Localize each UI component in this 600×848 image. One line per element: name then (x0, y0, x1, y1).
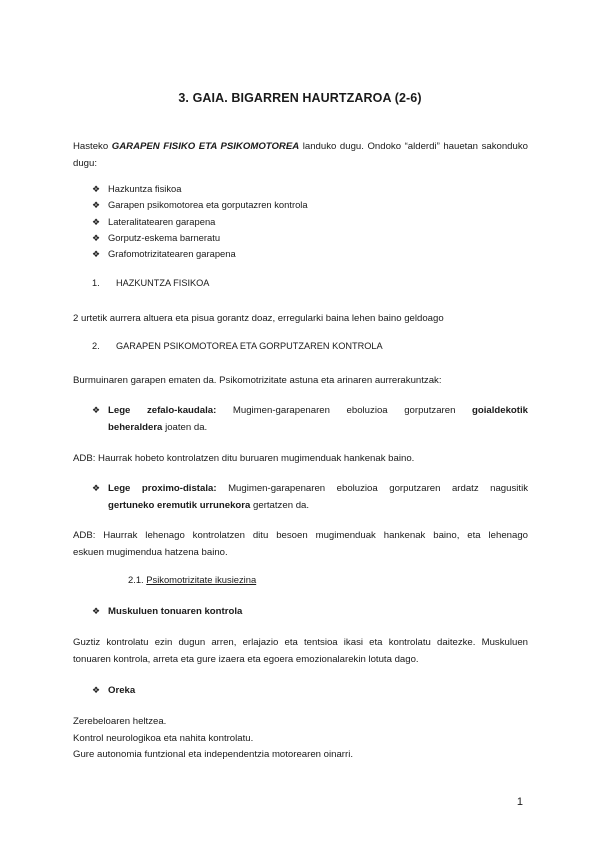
page-title: 3. GAIA. BIGARREN HAURTZAROA (2-6) (178, 91, 422, 105)
diamond-bullet-icon: ❖ (92, 216, 101, 227)
diamond-bullet-icon: ❖ (92, 249, 101, 260)
muscle-tone-heading: ❖ Muskuluen tonuaren kontrola (92, 603, 528, 620)
diamond-bullet-icon: ❖ (92, 232, 101, 243)
list-item: ❖ Garapen psikomotorea eta gorputazren kontrola (92, 197, 308, 213)
section-2-text: Burmuinaren garapen ematen da. Psikomotrizitate astuna eta arinaren aurrerakuntzak: (73, 375, 442, 386)
law-2-line-2: gertuneko eremutik urrunekora gertatzen da. (108, 500, 310, 511)
page-number: 1 (516, 796, 523, 808)
law-1-line-2: beheraldera joaten da. (108, 422, 208, 433)
law-1-line-1: ❖ Lege zefalo-kaudala: Mugimen-garapenaren eboluzioa gorputzaren goialdekotik (92, 402, 528, 419)
subsection-2-1-heading: 2.1. Psikomotrizitate ikusiezina (128, 574, 257, 585)
diamond-bullet-icon: ❖ (92, 200, 101, 211)
law-2-line-1: ❖ Lege proximo-distala: Mugimen-garapenaren eboluzioa gorputzaren ardatz nagusitik (92, 480, 528, 497)
intro-line-1: Hasteko GARAPEN FISIKO ETA PSIKOMOTOREA landuko dugu. Ondoko “alderdi” hauetan sakonduko (73, 141, 528, 152)
topic-list (92, 181, 308, 262)
section-1-text: 2 urtetik aurrera altuera eta pisua gorantz doaz, erregularki baina lehen baino geldoago (73, 313, 444, 324)
balance-line: Zerebeloaren heltzea. (73, 716, 167, 727)
list-item: ❖ Grafomotrizitatearen garapena (92, 246, 308, 262)
balance-heading: ❖ Oreka (92, 682, 528, 699)
example-2-line-2: eskuen mugimendua hatzena baino. (73, 547, 228, 558)
muscle-tone-text-2: tonuaren kontrola, arreta eta gure izaera eta egoera emozionalarekin lotuta dago. (73, 654, 419, 665)
list-item: ❖ Gorputz-eskema barneratu (92, 230, 308, 246)
diamond-bullet-icon: ❖ (92, 606, 101, 616)
list-item: ❖ Hazkuntza fisikoa (92, 181, 308, 197)
diamond-bullet-icon: ❖ (92, 184, 101, 194)
intro-line-2: dugu: (73, 158, 98, 169)
section-1-heading: 1. HAZKUNTZA FISIKOA (92, 278, 210, 288)
example-1: ADB: Haurrak hobeto kontrolatzen ditu buruaren mugimenduak hankenak baino. (73, 453, 415, 464)
section-2-heading: 2. GARAPEN PSIKOMOTOREA ETA GORPUTZAREN KONTROLA (92, 341, 383, 351)
example-2-line-1: ADB: Haurrak lehenago kontrolatzen ditu besoen mugimenduak hankenak baino, eta lehenago (73, 530, 528, 541)
balance-line: Kontrol neurologikoa eta nahita kontrolatu. (73, 733, 254, 744)
muscle-tone-text-1: Guztiz kontrolatu ezin dugun arren, erlajazio eta tentsioa ikasi eta kontrolatu daitezke. Muskuluen (73, 637, 528, 648)
balance-line: Gure autonomia funtzional eta independentzia motorearen oinarri. (73, 749, 353, 760)
diamond-bullet-icon: ❖ (92, 685, 101, 695)
diamond-bullet-icon: ❖ (92, 483, 101, 493)
diamond-bullet-icon: ❖ (92, 405, 101, 415)
list-item: ❖ Lateralitatearen garapena (92, 214, 308, 230)
